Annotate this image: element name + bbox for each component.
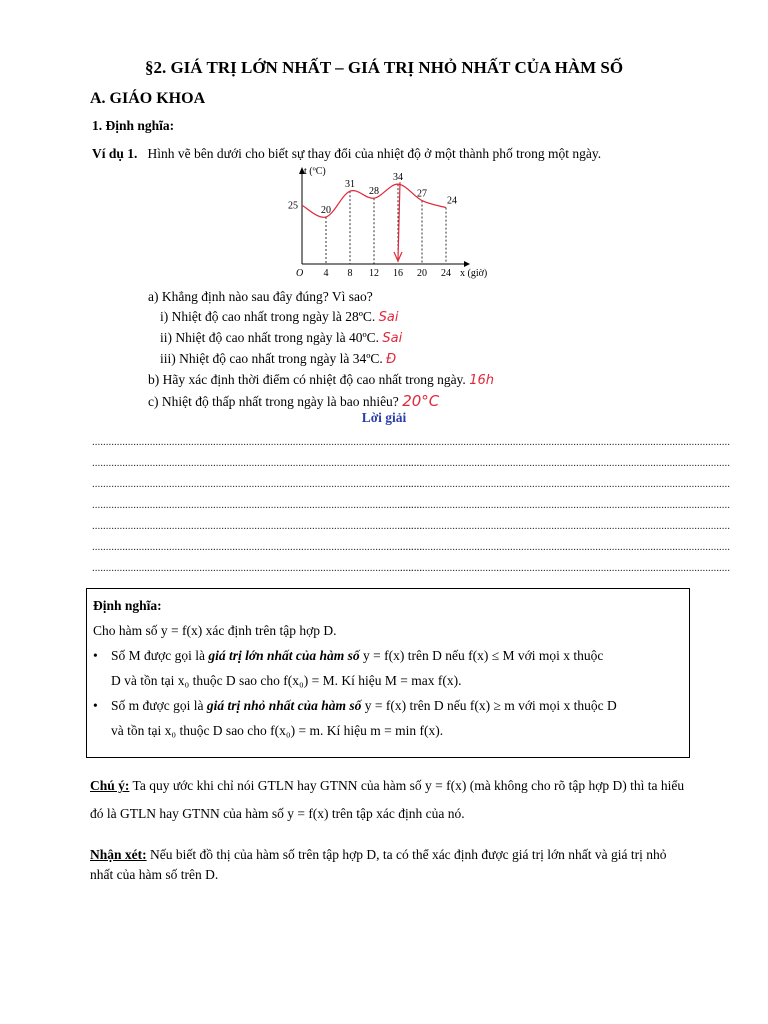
page-title: §2. GIÁ TRỊ LỚN NHẤT – GIÁ TRỊ NHỎ NHẤT CỦA HÀM SỐ bbox=[144, 58, 624, 77]
definition-min-pre: Số m được gọi là bbox=[111, 698, 207, 713]
data-label: 20 bbox=[321, 205, 331, 216]
x-tick-label: 24 bbox=[441, 268, 451, 279]
answer-lines-right bbox=[400, 432, 730, 579]
definition-max-post: y = f(x) trên D nếu f(x) ≤ M với mọi x thuộc bbox=[359, 648, 604, 663]
dotted-line: ........................................................................................................................ bbox=[400, 457, 730, 469]
dotted-line: ........................................................................................................................ bbox=[92, 520, 422, 532]
definition-min-bullet bbox=[93, 693, 683, 718]
bullet-icon: • bbox=[93, 698, 98, 713]
x-tick-label: 20 bbox=[417, 268, 427, 279]
dotted-line: ........................................................................................................................ bbox=[400, 478, 730, 490]
remark-label: Nhận xét: bbox=[90, 847, 147, 862]
definition-max-pre: Số M được gọi là bbox=[111, 648, 209, 663]
question-a2-row bbox=[148, 328, 494, 349]
dotted-line: ........................................................................................................................ bbox=[400, 541, 730, 553]
solution-heading: Lời giải bbox=[361, 410, 407, 425]
data-label: 28 bbox=[369, 186, 379, 198]
x-axis-label: x (giờ) bbox=[460, 268, 488, 279]
dotted-line: ........................................................................................................................ bbox=[92, 562, 422, 574]
x-tick-label: 4 bbox=[323, 268, 329, 279]
question-list bbox=[148, 287, 494, 412]
question-a2: ii) Nhiệt độ cao nhất trong ngày là 40ºC. bbox=[160, 330, 380, 345]
definition-max-term: giá trị lớn nhất của hàm số bbox=[208, 648, 360, 663]
question-a: a) Khẳng định nào sau đây đúng? Vì sao? bbox=[148, 289, 373, 304]
handwritten-answer-a3: Đ bbox=[386, 352, 397, 367]
question-b-row bbox=[148, 370, 494, 391]
section-heading: A. GIÁO KHOA bbox=[90, 90, 206, 107]
handwritten-answer-a1: Sai bbox=[378, 310, 399, 325]
question-a3-row bbox=[148, 349, 494, 370]
definition-intro: Cho hàm số y = f(x) xác định trên tập hợp D. bbox=[93, 623, 337, 638]
dotted-line: ........................................................................................................................ bbox=[400, 499, 730, 511]
definition-min-post: y = f(x) trên D nếu f(x) ≥ m với mọi x thuộc D bbox=[361, 698, 617, 713]
dotted-line: ........................................................................................................................ bbox=[92, 541, 422, 553]
remark-paragraph bbox=[90, 845, 690, 885]
data-label: 31 bbox=[345, 179, 355, 191]
y-tick-label: 25 bbox=[288, 200, 298, 212]
note-paragraph bbox=[90, 772, 690, 828]
bullet-icon: • bbox=[93, 648, 98, 663]
dotted-line: ........................................................................................................................ bbox=[92, 457, 422, 469]
question-b: b) Hãy xác định thời điểm có nhiệt độ cao nhất trong ngày. bbox=[148, 372, 466, 387]
data-label: 27 bbox=[417, 188, 427, 200]
question-a1: i) Nhiệt độ cao nhất trong ngày là 28ºC. bbox=[160, 309, 376, 324]
subsection-heading: 1. Định nghĩa: bbox=[92, 118, 175, 133]
dotted-line: ........................................................................................................................ bbox=[400, 562, 730, 574]
x-tick-label: 16 bbox=[393, 268, 403, 279]
example-label: Ví dụ 1. bbox=[92, 146, 138, 161]
example-statement bbox=[92, 146, 601, 162]
temperature-chart bbox=[280, 162, 500, 282]
dotted-line: ........................................................................................................................ bbox=[400, 520, 730, 532]
y-axis-label: t (ºC) bbox=[304, 166, 326, 177]
dotted-line: ........................................................................................................................ bbox=[92, 436, 422, 448]
handwritten-answer-a2: Sai bbox=[382, 331, 403, 346]
definition-max-line2: D và tồn tại x₀ thuộc D sao cho f(x₀) = M. Kí hiệu M = max f(x). bbox=[111, 673, 462, 688]
handwritten-answer-b: 16h bbox=[469, 373, 494, 388]
definition-max-bullet bbox=[93, 643, 683, 668]
remark-text: Nếu biết đồ thị của hàm số trên tập hợp D, ta có thể xác định được giá trị lớn nhất và giá trị nhỏ nhất của hàm số trên D. bbox=[90, 847, 667, 882]
definition-min-term: giá trị nhỏ nhất của hàm số bbox=[206, 698, 362, 713]
definition-box bbox=[86, 588, 690, 758]
dotted-line: ........................................................................................................................ bbox=[92, 478, 422, 490]
answer-lines-left bbox=[92, 432, 422, 579]
example-text: Hình vẽ bên dưới cho biết sự thay đổi của nhiệt độ ở một thành phố trong một ngày. bbox=[147, 146, 602, 161]
dotted-line: ........................................................................................................................ bbox=[400, 436, 730, 448]
question-c: c) Nhiệt độ thấp nhất trong ngày là bao nhiêu? bbox=[148, 394, 399, 409]
note-text: Ta quy ước khi chỉ nói GTLN hay GTNN của hàm số y = f(x) (mà không cho rõ tập hợp D) thì ta hiểu đó là GTLN hay GTNN của hàm số y = f(x) trên tập xác định của nó. bbox=[90, 778, 685, 821]
question-c-row bbox=[148, 391, 494, 412]
x-tick-label: 8 bbox=[347, 268, 353, 279]
handwritten-answer-c: 20°C bbox=[402, 392, 440, 410]
data-label: 24 bbox=[447, 195, 457, 207]
note-label: Chú ý: bbox=[90, 778, 130, 793]
x-axis-arrow bbox=[464, 261, 470, 267]
dotted-line: ........................................................................................................................ bbox=[92, 499, 422, 511]
x-tick-label: 12 bbox=[369, 268, 379, 279]
definition-min-line2: và tồn tại x₀ thuộc D sao cho f(x₀) = m. Kí hiệu m = min f(x). bbox=[111, 723, 444, 738]
question-a1-row bbox=[148, 307, 494, 328]
question-a3: iii) Nhiệt độ cao nhất trong ngày là 34ºC. bbox=[160, 351, 383, 366]
definition-heading: Định nghĩa: bbox=[93, 598, 162, 613]
data-label: 34 bbox=[393, 172, 403, 184]
origin-label: O bbox=[296, 268, 304, 279]
